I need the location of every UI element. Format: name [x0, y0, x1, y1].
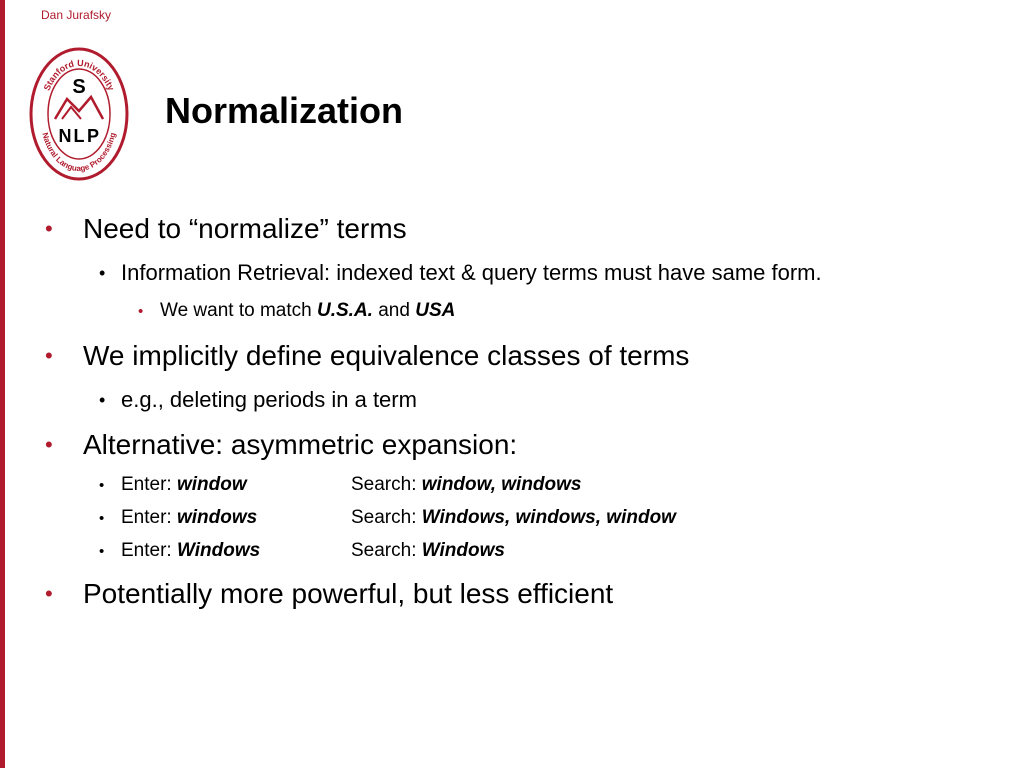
enter-label: Enter:	[121, 507, 177, 528]
bullet-information-retrieval	[99, 260, 822, 286]
logo-letter-n: N	[58, 126, 72, 146]
search-terms: Windows	[421, 540, 505, 561]
enter-label: Enter:	[121, 540, 177, 561]
expansion-row	[99, 507, 676, 529]
bullet-text: We implicitly define equivalence classes of terms	[83, 340, 690, 371]
bullet-dot: •	[99, 510, 105, 527]
bullet-dot: •	[99, 263, 106, 283]
stanford-nlp-logo	[29, 47, 129, 181]
bullet-dot: •	[99, 477, 105, 494]
enter-term: window	[176, 474, 247, 495]
bullet-dot: •	[99, 543, 105, 560]
search-terms: Windows, windows, window	[421, 507, 676, 528]
bullet-dot: •	[45, 216, 53, 241]
bullet-text: Need to “normalize” terms	[83, 213, 407, 244]
term-usa-dotted: U.S.A.	[317, 300, 373, 321]
bullet-asymmetric-expansion	[45, 429, 518, 461]
bullet-dot: •	[45, 581, 53, 606]
logo-letter-s: S	[72, 76, 86, 98]
enter-term: windows	[176, 507, 258, 528]
left-accent-bar	[0, 0, 5, 768]
logo-letter-l: L	[73, 126, 85, 146]
bullet-deleting-periods	[99, 387, 417, 413]
enter-label: Enter:	[121, 474, 177, 495]
slide-title: Normalization	[165, 90, 404, 131]
term-usa: USA	[415, 300, 456, 321]
expansion-row	[99, 474, 582, 496]
bullet-dot: •	[99, 390, 106, 410]
logo-ring-top-text: Stanford University	[41, 57, 117, 93]
bullet-normalize-terms	[45, 213, 407, 245]
bullet-text: Potentially more powerful, but less efficient	[83, 578, 614, 609]
bullet-text: Alternative: asymmetric expansion:	[83, 429, 518, 460]
bullet-more-powerful	[45, 578, 614, 610]
logo-ring-bottom-text: Natural Language Processing	[40, 131, 118, 174]
bullet-dot: •	[45, 432, 53, 457]
expansion-row	[99, 540, 505, 562]
search-terms: window, windows	[421, 474, 582, 495]
bullet-dot: •	[45, 343, 53, 368]
search-label: Search:	[351, 540, 422, 561]
enter-term: Windows	[176, 540, 261, 561]
bullet-text-middle: and	[372, 300, 416, 321]
bullet-text-prefix: We want to match	[160, 300, 317, 321]
bullet-match-example	[138, 300, 456, 322]
logo-letter-p: P	[86, 126, 100, 146]
bullet-equivalence-classes	[45, 340, 690, 372]
bullet-text: Information Retrieval: indexed text & query terms must have same form.	[121, 260, 822, 285]
bullet-text: e.g., deleting periods in a term	[121, 387, 417, 412]
author-name: Dan Jurafsky	[41, 8, 112, 22]
search-label: Search:	[351, 507, 422, 528]
bullet-dot: •	[138, 303, 144, 320]
search-label: Search:	[351, 474, 422, 495]
